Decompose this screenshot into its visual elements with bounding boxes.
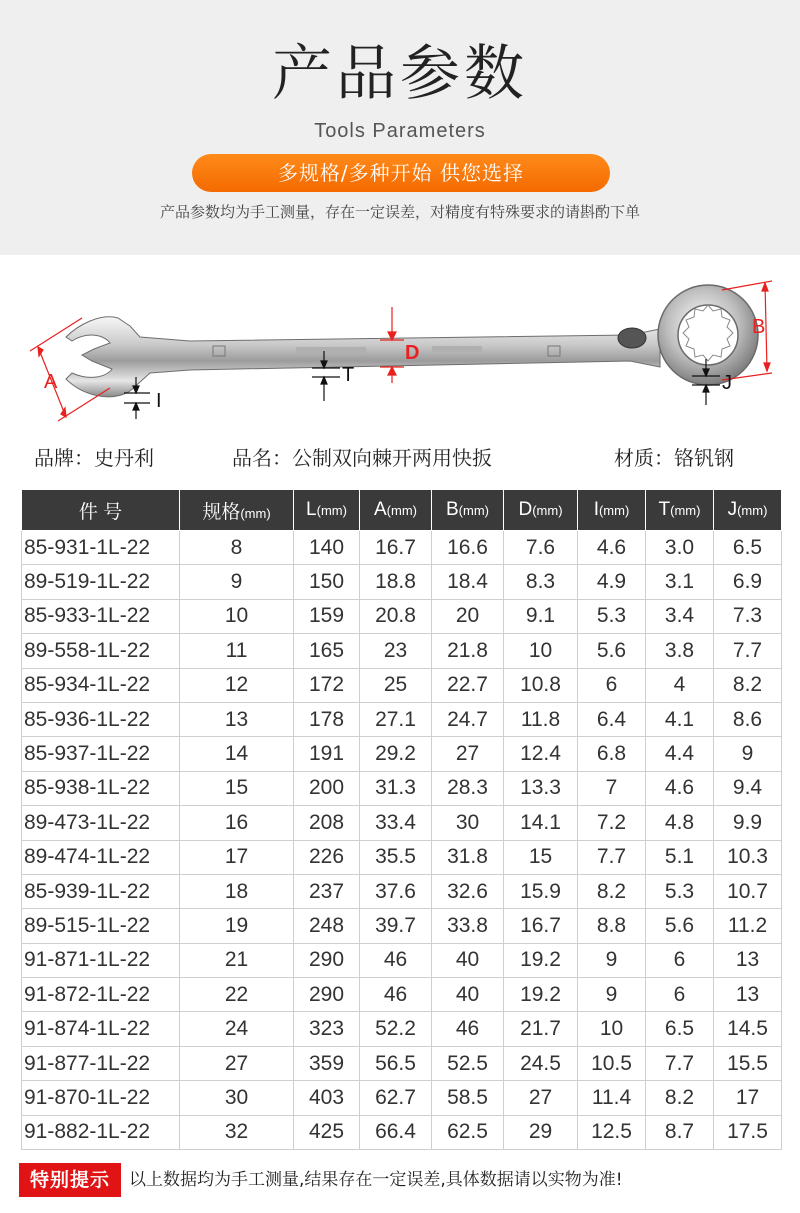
spec-cell: 62.7 <box>360 1081 432 1115</box>
measurement-note: 产品参数均为手工测量，存在一定误差，对精度有特殊要求的请斟酌下单 <box>159 203 640 221</box>
spec-cell: 10.7 <box>714 874 782 908</box>
table-row <box>22 531 782 565</box>
spec-cell: 21 <box>180 943 294 977</box>
spec-cell: 7.7 <box>714 634 782 668</box>
column-header <box>180 490 294 531</box>
part-number-cell: 91-872-1L-22 <box>22 978 180 1012</box>
column-header <box>432 490 504 531</box>
column-header <box>646 490 714 531</box>
spec-cell: 13.3 <box>504 771 578 805</box>
table-row <box>22 634 782 668</box>
table-row <box>22 599 782 633</box>
spec-cell: 290 <box>294 943 360 977</box>
column-header-label: A <box>373 499 387 520</box>
spec-cell: 32 <box>180 1115 294 1149</box>
column-header-label: 件 号 <box>78 501 123 523</box>
spec-cell: 15 <box>180 771 294 805</box>
label-t: T <box>342 364 355 386</box>
spec-cell: 359 <box>294 1046 360 1080</box>
spec-cell: 11.4 <box>578 1081 646 1115</box>
spec-cell: 23 <box>360 634 432 668</box>
spec-cell: 208 <box>294 806 360 840</box>
spec-cell: 8.2 <box>646 1081 714 1115</box>
column-header-unit: (mm) <box>532 503 563 518</box>
part-number-cell: 89-519-1L-22 <box>22 565 180 599</box>
spec-cell: 12.5 <box>578 1115 646 1149</box>
spec-cell: 22 <box>180 978 294 1012</box>
column-header-unit: (mm) <box>458 503 489 518</box>
spec-cell: 62.5 <box>432 1115 504 1149</box>
spec-choice-banner: 多规格/多种开始 供您选择 <box>192 154 610 192</box>
page-subtitle: Tools Parameters <box>314 120 486 142</box>
table-row <box>22 909 782 943</box>
part-number-cell: 91-870-1L-22 <box>22 1081 180 1115</box>
spec-cell: 4.8 <box>646 806 714 840</box>
part-number-cell: 85-936-1L-22 <box>22 702 180 736</box>
spec-cell: 29 <box>504 1115 578 1149</box>
spec-cell: 226 <box>294 840 360 874</box>
spec-cell: 18 <box>180 874 294 908</box>
spec-cell: 30 <box>180 1081 294 1115</box>
spec-cell: 3.1 <box>646 565 714 599</box>
spec-cell: 66.4 <box>360 1115 432 1149</box>
column-header-unit: (mm) <box>240 505 271 521</box>
label-i: I <box>156 390 162 412</box>
page-title: 产品参数 <box>272 39 528 109</box>
table-row <box>22 943 782 977</box>
spec-cell: 20 <box>432 599 504 633</box>
part-number-cell: 89-515-1L-22 <box>22 909 180 943</box>
spec-cell: 39.7 <box>360 909 432 943</box>
column-header-label: T <box>658 499 671 520</box>
spec-cell: 31.8 <box>432 840 504 874</box>
spec-cell: 10.8 <box>504 668 578 702</box>
column-header-label: I <box>593 499 599 520</box>
column-header-label: D <box>518 499 533 520</box>
table-row <box>22 1046 782 1080</box>
spec-cell: 8.8 <box>578 909 646 943</box>
table-row <box>22 702 782 736</box>
spec-cell: 21.8 <box>432 634 504 668</box>
spec-cell: 4 <box>646 668 714 702</box>
product-name-label: 品名：公制双向棘开两用快扳 <box>232 446 492 470</box>
column-header-unit: (mm) <box>737 503 768 518</box>
spec-cell: 8.3 <box>504 565 578 599</box>
spec-cell: 24.7 <box>432 702 504 736</box>
spec-cell: 28.3 <box>432 771 504 805</box>
spec-cell: 9.4 <box>714 771 782 805</box>
column-header <box>714 490 782 531</box>
spec-cell: 12 <box>180 668 294 702</box>
spec-cell: 15 <box>504 840 578 874</box>
label-b: B <box>752 316 766 338</box>
spec-cell: 46 <box>360 943 432 977</box>
spec-cell: 165 <box>294 634 360 668</box>
spec-cell: 9 <box>180 565 294 599</box>
part-number-cell: 85-939-1L-22 <box>22 874 180 908</box>
spec-cell: 40 <box>432 943 504 977</box>
part-number-cell: 89-474-1L-22 <box>22 840 180 874</box>
part-number-cell: 91-871-1L-22 <box>22 943 180 977</box>
wrench-dimension-diagram <box>0 255 800 433</box>
spec-cell: 200 <box>294 771 360 805</box>
spec-cell: 30 <box>432 806 504 840</box>
spec-cell: 6.5 <box>646 1012 714 1046</box>
header-panel <box>0 0 800 255</box>
part-number-cell: 85-934-1L-22 <box>22 668 180 702</box>
spec-cell: 6.8 <box>578 737 646 771</box>
spec-cell: 8.7 <box>646 1115 714 1149</box>
table-row <box>22 1081 782 1115</box>
table-header-row <box>22 490 782 531</box>
spec-cell: 6.4 <box>578 702 646 736</box>
spec-cell: 4.1 <box>646 702 714 736</box>
wrench-icon <box>66 285 758 397</box>
spec-cell: 5.3 <box>646 874 714 908</box>
label-a: A <box>44 371 58 393</box>
spec-cell: 8.6 <box>714 702 782 736</box>
spec-cell: 3.4 <box>646 599 714 633</box>
spec-cell: 27 <box>432 737 504 771</box>
spec-cell: 18.8 <box>360 565 432 599</box>
table-body <box>22 531 782 1150</box>
column-header-label: J <box>727 499 738 520</box>
notice-text: 以上数据均为手工测量,结果存在一定误差,具体数据请以实物为准! <box>129 1170 623 1190</box>
spec-cell: 19.2 <box>504 943 578 977</box>
spec-cell: 12.4 <box>504 737 578 771</box>
spec-cell: 5.1 <box>646 840 714 874</box>
spec-cell: 10 <box>504 634 578 668</box>
spec-cell: 178 <box>294 702 360 736</box>
spec-cell: 11 <box>180 634 294 668</box>
table-row <box>22 565 782 599</box>
table-row <box>22 737 782 771</box>
spec-cell: 8.2 <box>578 874 646 908</box>
spec-cell: 17.5 <box>714 1115 782 1149</box>
table-row <box>22 978 782 1012</box>
spec-cell: 10.3 <box>714 840 782 874</box>
spec-cell: 8 <box>180 531 294 565</box>
spec-table <box>21 489 782 1150</box>
spec-cell: 6 <box>646 943 714 977</box>
spec-cell: 4.9 <box>578 565 646 599</box>
spec-cell: 27.1 <box>360 702 432 736</box>
spec-cell: 56.5 <box>360 1046 432 1080</box>
table-row <box>22 840 782 874</box>
spec-cell: 33.4 <box>360 806 432 840</box>
brand-label: 品牌：史丹利 <box>34 446 154 470</box>
spec-cell: 14.1 <box>504 806 578 840</box>
spec-cell: 16.6 <box>432 531 504 565</box>
spec-cell: 15.9 <box>504 874 578 908</box>
spec-cell: 32.6 <box>432 874 504 908</box>
spec-cell: 40 <box>432 978 504 1012</box>
column-header <box>22 490 180 531</box>
spec-cell: 17 <box>714 1081 782 1115</box>
spec-cell: 7.6 <box>504 531 578 565</box>
spec-cell: 21.7 <box>504 1012 578 1046</box>
spec-cell: 24 <box>180 1012 294 1046</box>
spec-cell: 16.7 <box>504 909 578 943</box>
spec-cell: 9.9 <box>714 806 782 840</box>
spec-cell: 10 <box>578 1012 646 1046</box>
part-number-cell: 91-882-1L-22 <box>22 1115 180 1149</box>
spec-cell: 27 <box>180 1046 294 1080</box>
spec-cell: 5.6 <box>578 634 646 668</box>
spec-cell: 25 <box>360 668 432 702</box>
material-label: 材质：铬钒钢 <box>614 446 734 470</box>
spec-cell: 24.5 <box>504 1046 578 1080</box>
spec-cell: 29.2 <box>360 737 432 771</box>
footer-notice <box>19 1163 781 1197</box>
spec-cell: 7.2 <box>578 806 646 840</box>
part-number-cell: 91-877-1L-22 <box>22 1046 180 1080</box>
spec-cell: 191 <box>294 737 360 771</box>
spec-cell: 11.2 <box>714 909 782 943</box>
spec-cell: 16 <box>180 806 294 840</box>
spec-cell: 14 <box>180 737 294 771</box>
spec-cell: 33.8 <box>432 909 504 943</box>
part-number-cell: 85-931-1L-22 <box>22 531 180 565</box>
spec-cell: 3.0 <box>646 531 714 565</box>
column-header <box>360 490 432 531</box>
spec-cell: 13 <box>714 978 782 1012</box>
part-number-cell: 85-937-1L-22 <box>22 737 180 771</box>
spec-cell: 9 <box>578 943 646 977</box>
spec-cell: 290 <box>294 978 360 1012</box>
spec-cell: 7.7 <box>578 840 646 874</box>
spec-cell: 46 <box>360 978 432 1012</box>
spec-cell: 7.7 <box>646 1046 714 1080</box>
spec-cell: 6 <box>646 978 714 1012</box>
spec-cell: 22.7 <box>432 668 504 702</box>
table-row <box>22 806 782 840</box>
spec-cell: 3.8 <box>646 634 714 668</box>
spec-cell: 18.4 <box>432 565 504 599</box>
column-header <box>294 490 360 531</box>
spec-cell: 7 <box>578 771 646 805</box>
spec-cell: 248 <box>294 909 360 943</box>
table-row <box>22 1012 782 1046</box>
table-row <box>22 771 782 805</box>
spec-cell: 159 <box>294 599 360 633</box>
column-header <box>504 490 578 531</box>
spec-cell: 15.5 <box>714 1046 782 1080</box>
spec-cell: 11.8 <box>504 702 578 736</box>
spec-cell: 58.5 <box>432 1081 504 1115</box>
spec-cell: 9.1 <box>504 599 578 633</box>
column-header-unit: (mm) <box>316 503 347 518</box>
part-number-cell: 91-874-1L-22 <box>22 1012 180 1046</box>
column-header-unit: (mm) <box>386 503 417 518</box>
spec-cell: 46 <box>432 1012 504 1046</box>
spec-cell: 16.7 <box>360 531 432 565</box>
column-header-unit: (mm) <box>670 503 701 518</box>
spec-cell: 323 <box>294 1012 360 1046</box>
spec-cell: 13 <box>180 702 294 736</box>
spec-cell: 19 <box>180 909 294 943</box>
spec-cell: 9 <box>714 737 782 771</box>
spec-cell: 150 <box>294 565 360 599</box>
spec-cell: 13 <box>714 943 782 977</box>
spec-cell: 8.2 <box>714 668 782 702</box>
spec-cell: 425 <box>294 1115 360 1149</box>
spec-cell: 52.5 <box>432 1046 504 1080</box>
spec-cell: 237 <box>294 874 360 908</box>
column-header-label: B <box>445 499 459 520</box>
spec-cell: 37.6 <box>360 874 432 908</box>
spec-cell: 6.9 <box>714 565 782 599</box>
column-header <box>578 490 646 531</box>
spec-cell: 20.8 <box>360 599 432 633</box>
column-header-label: L <box>306 499 317 520</box>
part-number-cell: 89-558-1L-22 <box>22 634 180 668</box>
spec-cell: 140 <box>294 531 360 565</box>
part-number-cell: 85-938-1L-22 <box>22 771 180 805</box>
spec-cell: 35.5 <box>360 840 432 874</box>
spec-cell: 7.3 <box>714 599 782 633</box>
spec-cell: 10.5 <box>578 1046 646 1080</box>
part-number-cell: 85-933-1L-22 <box>22 599 180 633</box>
spec-cell: 19.2 <box>504 978 578 1012</box>
spec-cell: 14.5 <box>714 1012 782 1046</box>
spec-cell: 27 <box>504 1081 578 1115</box>
spec-cell: 6.5 <box>714 531 782 565</box>
spec-cell: 17 <box>180 840 294 874</box>
label-d: D <box>405 342 420 364</box>
spec-cell: 4.6 <box>646 771 714 805</box>
column-header-unit: (mm) <box>598 503 630 518</box>
label-j: J <box>722 372 732 394</box>
product-info-line <box>0 442 800 476</box>
spec-cell: 9 <box>578 978 646 1012</box>
part-number-cell: 89-473-1L-22 <box>22 806 180 840</box>
spec-cell: 10 <box>180 599 294 633</box>
table-row <box>22 874 782 908</box>
spec-cell: 5.6 <box>646 909 714 943</box>
notice-badge: 特别提示 <box>19 1163 121 1197</box>
spec-cell: 52.2 <box>360 1012 432 1046</box>
table-row <box>22 668 782 702</box>
spec-cell: 172 <box>294 668 360 702</box>
spec-cell: 6 <box>578 668 646 702</box>
spec-cell: 403 <box>294 1081 360 1115</box>
column-header-label: 规格 <box>202 501 241 523</box>
spec-cell: 31.3 <box>360 771 432 805</box>
spec-cell: 5.3 <box>578 599 646 633</box>
table-row <box>22 1115 782 1149</box>
spec-cell: 4.4 <box>646 737 714 771</box>
spec-cell: 4.6 <box>578 531 646 565</box>
